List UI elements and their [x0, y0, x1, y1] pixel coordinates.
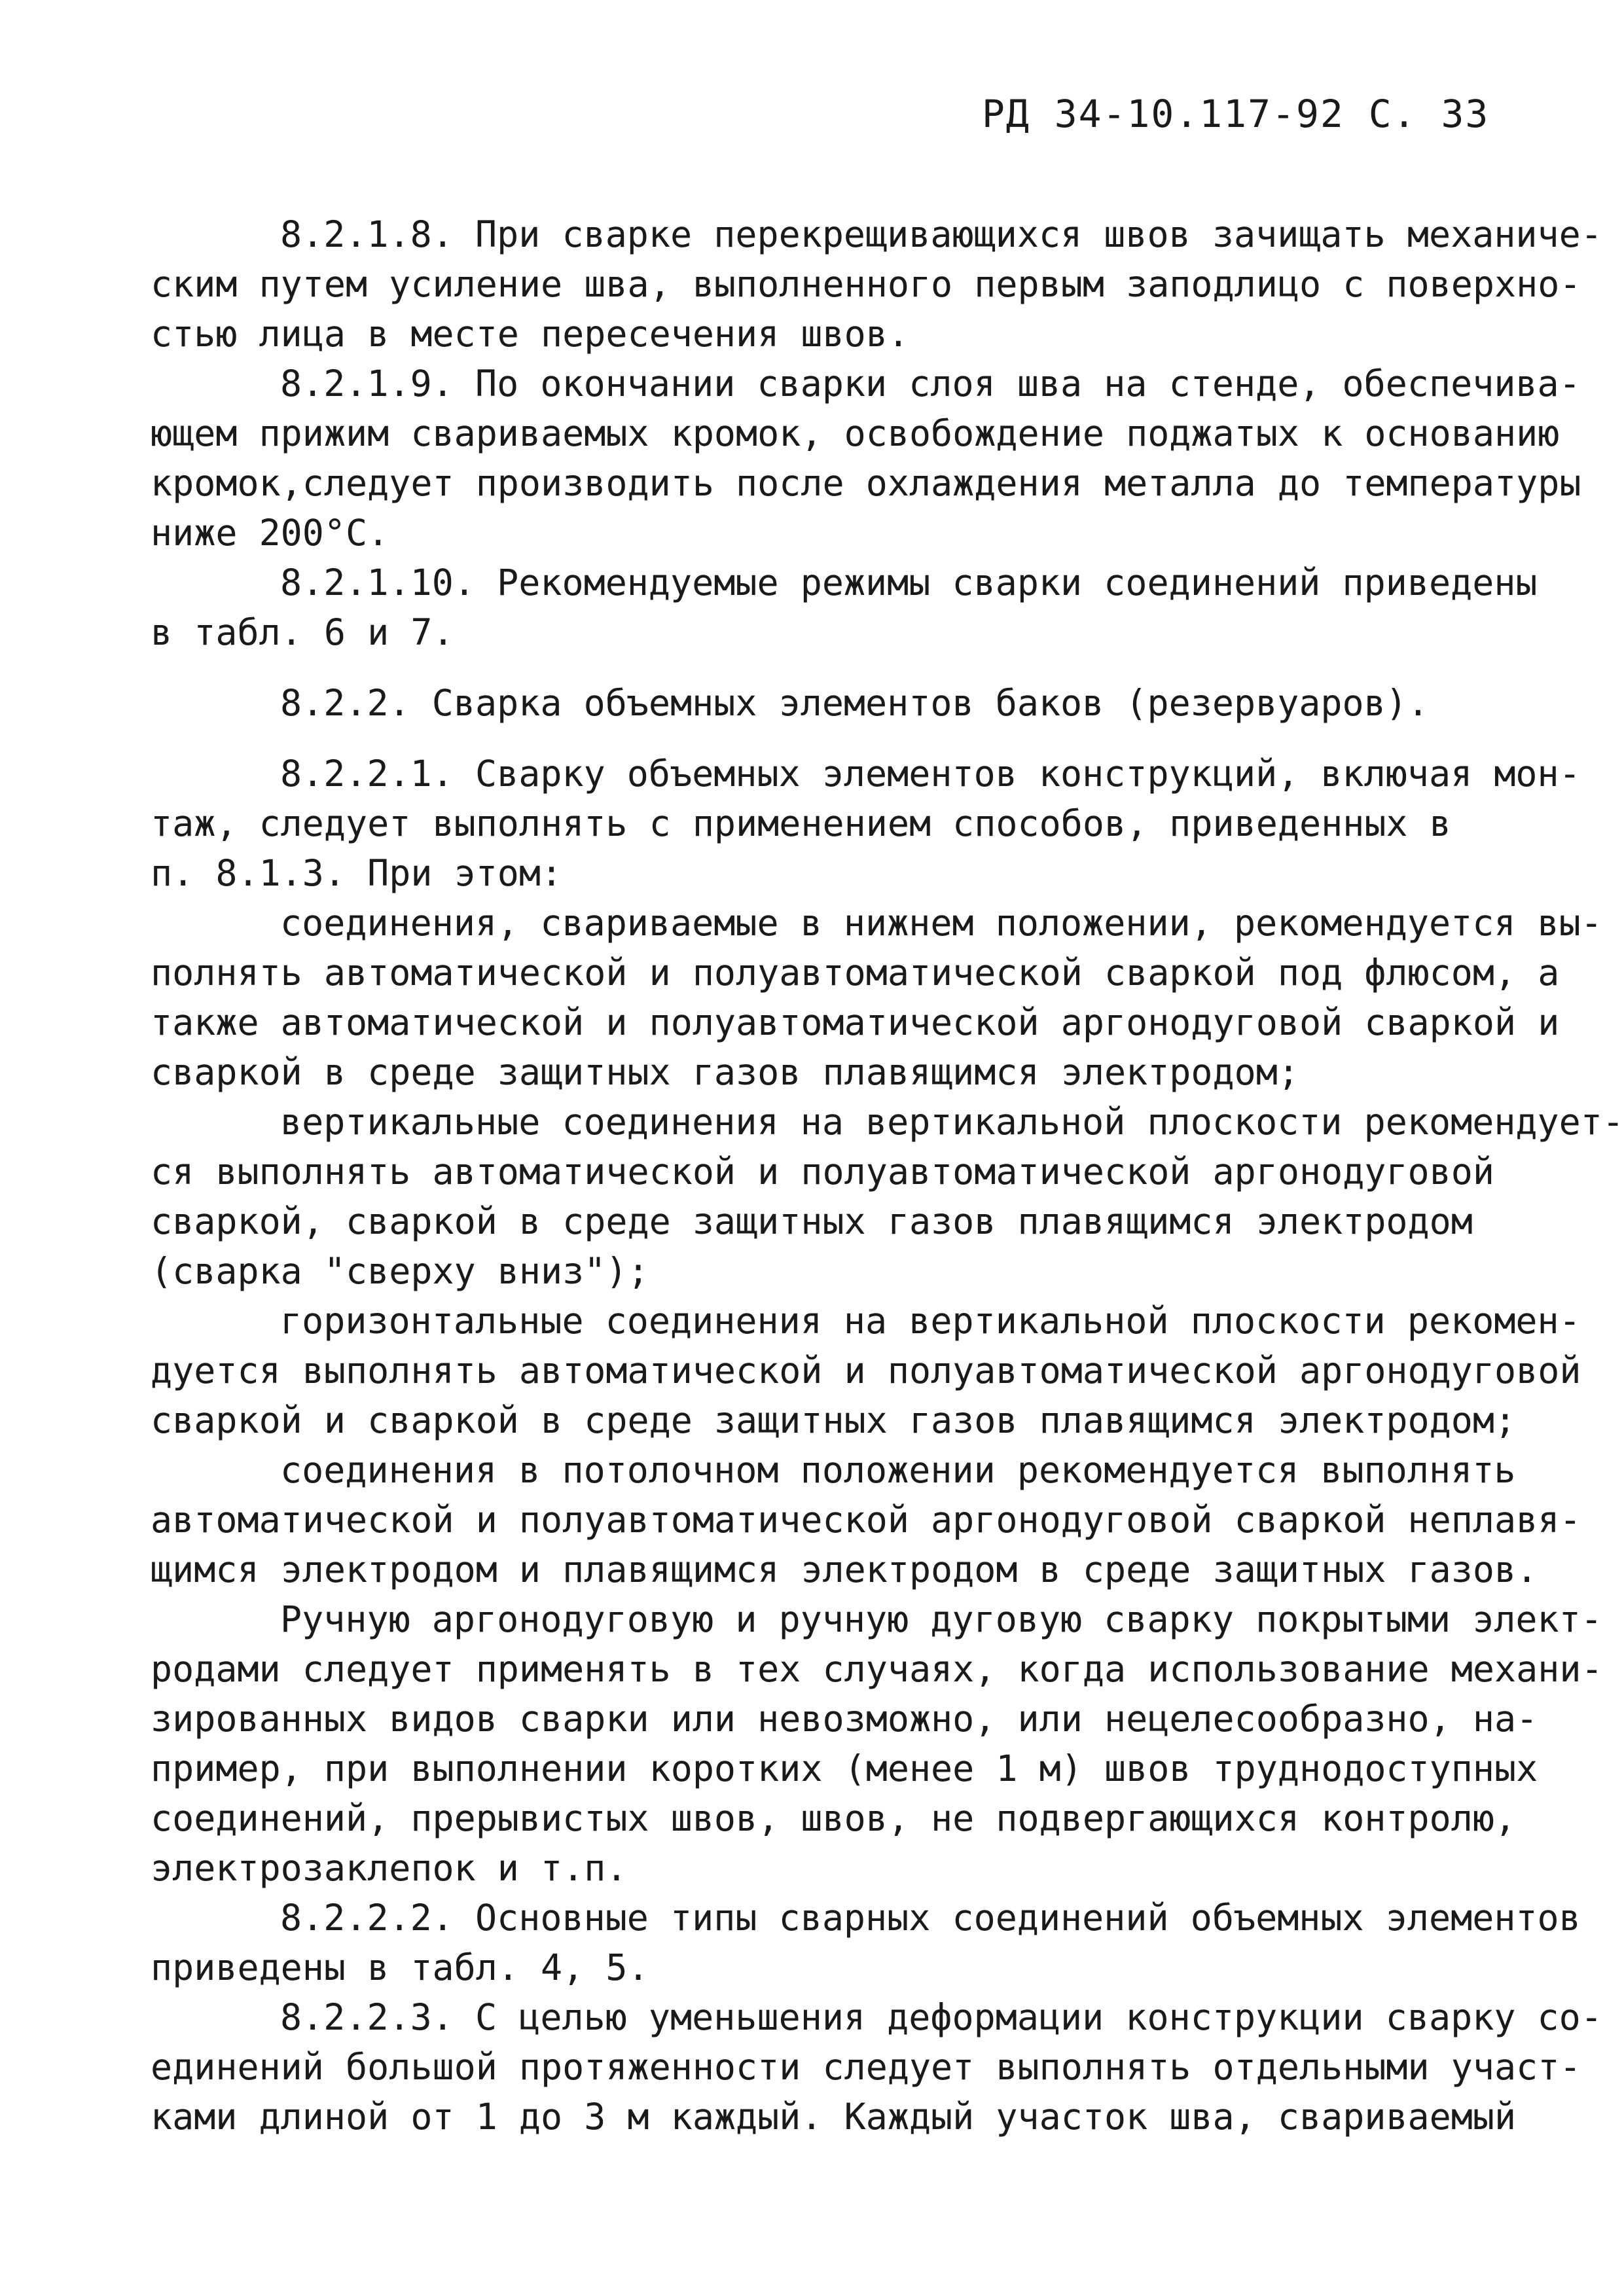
- text-line: соединений, прерывистых швов, швов, не подвергающихся контролю,: [151, 1797, 1517, 1839]
- text-line: таж, следует выполнять с применением способов, приведенных в: [151, 802, 1451, 844]
- text-line: (сварка "сверху вниз");: [151, 1250, 649, 1292]
- text-line: сваркой и сваркой в среде защитных газов плавящимся электродом;: [151, 1399, 1517, 1441]
- paragraph-gap: [151, 657, 1512, 678]
- text-line: сваркой, сваркой в среде защитных газов плавящимся электродом: [151, 1200, 1473, 1242]
- text-line: приведены в табл. 4, 5.: [151, 1946, 649, 1988]
- text-line: пример, при выполнении коротких (менее 1 м) швов труднодоступных: [151, 1748, 1538, 1789]
- text-line: ским путем усиление шва, выполненного первым заподлицо с поверхно-: [151, 263, 1581, 305]
- text-line: также автоматической и полуавтоматической аргонодуговой сваркой и: [151, 1001, 1560, 1043]
- text-line: дуется выполнять автоматической и полуавтоматической аргонодуговой: [151, 1350, 1581, 1391]
- text-line: Ручную аргонодуговую и ручную дуговую сварку покрытыми элект-: [280, 1598, 1602, 1640]
- page-header: [982, 92, 1489, 136]
- text-line: соединения в потолочном положении рекомендуется выполнять: [280, 1449, 1516, 1491]
- text-line: полнять автоматической и полуавтоматической сваркой под флюсом, а: [151, 952, 1560, 994]
- text-line: сваркой в среде защитных газов плавящимся электродом;: [151, 1051, 1299, 1093]
- text-line: 8.2.2. Сварка объемных элементов баков (резервуаров).: [280, 682, 1429, 724]
- text-line: вертикальные соединения на вертикальной плоскости рекомендует-: [280, 1101, 1624, 1143]
- text-line: родами следует применять в тех случаях, когда использование механи-: [151, 1648, 1603, 1690]
- text-line: автоматической и полуавтоматической аргонодуговой сваркой неплавя-: [151, 1499, 1581, 1541]
- text-line: в табл. 6 и 7.: [151, 611, 454, 653]
- text-line: ками длиной от 1 до 3 м каждый. Каждый участок шва, свариваемый: [151, 2096, 1517, 2138]
- text-line: ся выполнять автоматической и полуавтоматической аргонодуговой: [151, 1151, 1494, 1193]
- text-line: щимся электродом и плавящимся электродом в среде защитных газов.: [151, 1549, 1538, 1590]
- text-line: электрозаклепок и т.п.: [151, 1847, 628, 1889]
- text-line: единений большой протяженности следует выполнять отдельными участ-: [151, 2046, 1581, 2088]
- paragraph-gap: [151, 728, 1512, 749]
- text-line: горизонтальные соединения на вертикальной плоскости рекомен-: [280, 1300, 1581, 1342]
- text-line: 8.2.2.1. Сварку объемных элементов конструкций, включая мон-: [280, 753, 1581, 795]
- text-line: 8.2.1.10. Рекомендуемые режимы сварки соединений приведены: [280, 562, 1538, 603]
- text-line: 8.2.2.3. С целью уменьшения деформации конструкции сварку со-: [280, 1996, 1602, 2038]
- text-line: кромок,следует производить после охлаждения металла до температуры: [151, 462, 1581, 504]
- text-line: 8.2.2.2. Основные типы сварных соединений объемных элементов: [280, 1897, 1581, 1939]
- text-line: соединения, свариваемые в нижнем положении, рекомендуется вы-: [280, 902, 1602, 944]
- text-line: 8.2.1.9. По окончании сварки слоя шва на стенде, обеспечива-: [280, 363, 1581, 404]
- text-line: п. 8.1.3. При этом:: [151, 852, 563, 894]
- page-number: С. 33: [1368, 92, 1490, 136]
- text-line: зированных видов сварки или невозможно, или нецелесообразно, на-: [151, 1698, 1538, 1740]
- document-code: РД 34-10.117-92: [982, 92, 1344, 136]
- document-body: [151, 209, 1624, 2142]
- text-line: ющем прижим свариваемых кромок, освобождение поджатых к основанию: [151, 412, 1560, 454]
- text-line: ниже 200°С.: [151, 512, 389, 554]
- text-line: стью лица в месте пересечения швов.: [151, 313, 909, 355]
- text-line: 8.2.1.8. При сварке перекрещивающихся швов зачищать механиче-: [280, 213, 1602, 255]
